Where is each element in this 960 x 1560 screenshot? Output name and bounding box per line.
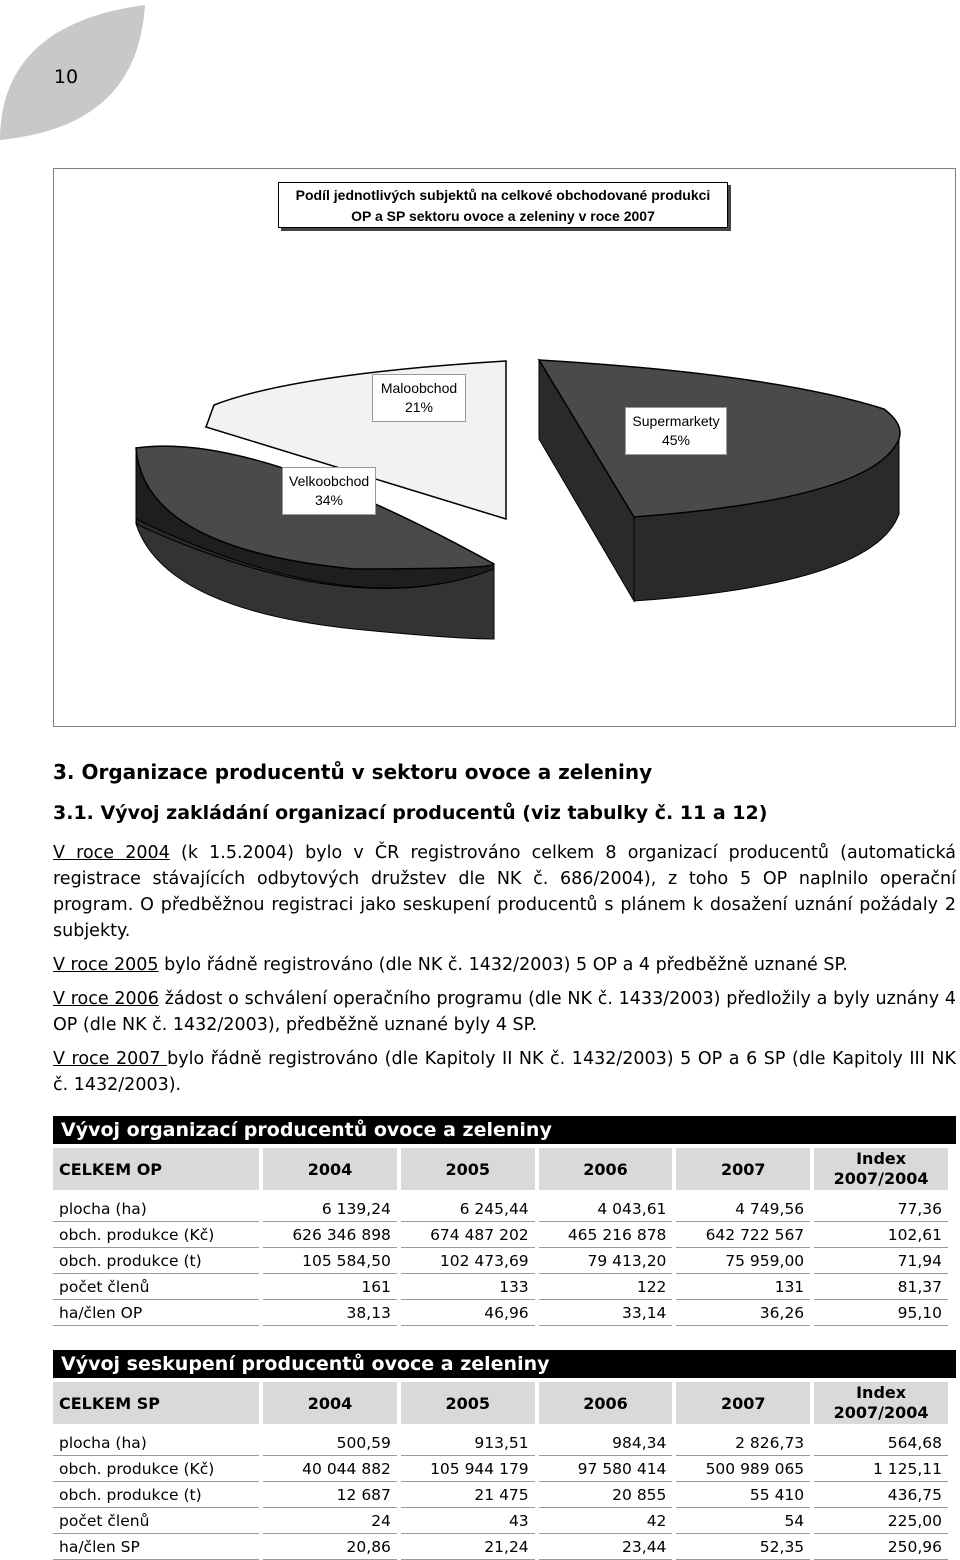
table-cell: 21 475 [401,1482,535,1508]
table-op-header-2004: 2004 [263,1148,397,1190]
table-row [53,1222,948,1248]
paragraph-2007-text: bylo řádně registrováno (dle Kapitoly II NK č. 1432/2003) 5 OP a 6 SP (dle Kapitoly III NK č. 1432/2003). [53,1049,956,1095]
table-op-header-index-line1: Index [856,1149,907,1168]
paragraph-2004-text: (k 1.5.2004) bylo v ČR registrováno celkem 8 organizací producentů (automatická registrace stávajících odbytových družstev dle NK č. 686/2004), z toho 5 OP naplnilo operační program. O předběžnou registraci jako seskupení producentů s plánem k dosažení uznání požádaly 2 subjekty. [53,843,956,941]
table-cell: 23,44 [539,1534,673,1560]
table-cell: počet členů [53,1508,259,1534]
label-velkoobchod-pct: 34% [314,492,344,508]
label-maloobchod [372,374,466,422]
table-op-header-2007: 2007 [676,1148,810,1190]
table-cell: 500,59 [263,1430,397,1456]
table-cell: 2 826,73 [676,1430,810,1456]
table-cell: 21,24 [401,1534,535,1560]
paragraph-2006-text: žádost o schválení operačního programu (dle NK č. 1433/2003) předložily a byly uznány 4 OP (dle NK č. 1432/2003), předběžně uznané byly 4 SP. [53,989,956,1035]
chart-title [278,182,728,228]
table-cell: 20 855 [539,1482,673,1508]
paragraph-2004 [53,840,956,944]
chart-title-line-1: Podíl jednotlivých subjektů na celkové obchodované produkci [295,187,711,203]
table-row [53,1196,948,1222]
section-subheading: 3.1. Vývoj zakládání organizací producentů (viz tabulky č. 11 a 12) [53,802,768,824]
paragraph-2005-text: bylo řádně registrováno (dle NK č. 1432/2003) 5 OP a 4 předběžně uznané SP. [158,955,848,975]
year-2006-link: V roce 2006 [53,989,159,1009]
year-2007-link: V roce 2007 [53,1049,168,1069]
table-cell: 55 410 [676,1482,810,1508]
table-cell: 4 749,56 [676,1196,810,1222]
table-cell: ha/člen SP [53,1534,259,1560]
table-cell: 225,00 [814,1508,948,1534]
table-cell: 81,37 [814,1274,948,1300]
table-cell: 564,68 [814,1430,948,1456]
table-cell: 102,61 [814,1222,948,1248]
table-sp-header-index-line1: Index [856,1383,907,1402]
pie-chart [54,169,955,726]
table-cell: 75 959,00 [676,1248,810,1274]
table-op-header-index-line2: 2007/2004 [833,1169,929,1188]
table-cell: 131 [676,1274,810,1300]
table-cell: 46,96 [401,1300,535,1326]
table-cell: 20,86 [263,1534,397,1560]
table-cell: 642 722 567 [676,1222,810,1248]
table-cell: 465 216 878 [539,1222,673,1248]
table-row [53,1248,948,1274]
table-cell: počet členů [53,1274,259,1300]
table-cell: 12 687 [263,1482,397,1508]
table-cell: 4 043,61 [539,1196,673,1222]
table-row [53,1274,948,1300]
table-cell: 674 487 202 [401,1222,535,1248]
table-op-header-2005: 2005 [401,1148,535,1190]
paragraph-2006 [53,986,956,1038]
table-cell: 77,36 [814,1196,948,1222]
table-row [53,1456,948,1482]
table-cell: 43 [401,1508,535,1534]
paragraph-2005 [53,952,956,978]
table-cell: ha/člen OP [53,1300,259,1326]
table-cell: 102 473,69 [401,1248,535,1274]
table-cell: 71,94 [814,1248,948,1274]
table-row [53,1482,948,1508]
table-cell: 161 [263,1274,397,1300]
paragraph-2007 [53,1046,956,1098]
table-sp-header-2006: 2006 [539,1382,673,1424]
table-cell: 33,14 [539,1300,673,1326]
table-cell: 54 [676,1508,810,1534]
year-2005-link: V roce 2005 [53,955,159,975]
table-row [53,1430,948,1456]
chart-title-line-2: OP a SP sektoru ovoce a zeleniny v roce 2007 [351,208,655,224]
table-cell: 436,75 [814,1482,948,1508]
table-cell: 500 989 065 [676,1456,810,1482]
table-cell: 95,10 [814,1300,948,1326]
table-op [49,1148,952,1326]
table-row [53,1534,948,1560]
table-cell: 42 [539,1508,673,1534]
table-sp [49,1382,952,1560]
table-cell: 40 044 882 [263,1456,397,1482]
year-2004-link: V roce 2004 [53,843,170,863]
pie-chart-frame [53,168,956,727]
table-op-header-index [814,1148,948,1190]
table-cell: 984,34 [539,1430,673,1456]
table-cell: obch. produkce (t) [53,1482,259,1508]
table-cell: obch. produkce (t) [53,1248,259,1274]
table-cell: plocha (ha) [53,1430,259,1456]
table-cell: 250,96 [814,1534,948,1560]
table-row [53,1300,948,1326]
table-cell: 79 413,20 [539,1248,673,1274]
section-heading: 3. Organizace producentů v sektoru ovoce a zeleniny [53,760,653,784]
table-row [53,1508,948,1534]
table-sp-title: Vývoj seskupení producentů ovoce a zeleniny [53,1350,956,1378]
table-cell: 97 580 414 [539,1456,673,1482]
label-maloobchod-name: Maloobchod [380,380,458,396]
table-sp-header-2007: 2007 [676,1382,810,1424]
label-velkoobchod [282,467,376,515]
table-cell: obch. produkce (Kč) [53,1222,259,1248]
label-supermarkety-name: Supermarkety [632,413,720,429]
label-supermarkety-pct: 45% [661,432,691,448]
label-supermarkety [625,407,727,455]
table-op-header-label: CELKEM OP [53,1148,259,1190]
table-sp-header-label: CELKEM SP [53,1382,259,1424]
pie-slice-supermarkety [539,360,900,601]
table-cell: 6 139,24 [263,1196,397,1222]
table-op-title: Vývoj organizací producentů ovoce a zeleniny [53,1116,956,1144]
page-number: 10 [53,66,79,88]
table-cell: 105 584,50 [263,1248,397,1274]
table-sp-header-2004: 2004 [263,1382,397,1424]
table-cell: 36,26 [676,1300,810,1326]
table-cell: 52,35 [676,1534,810,1560]
table-cell: plocha (ha) [53,1196,259,1222]
table-cell: obch. produkce (Kč) [53,1456,259,1482]
label-maloobchod-pct: 21% [404,399,434,415]
table-sp-header-index-line2: 2007/2004 [833,1403,929,1422]
label-velkoobchod-name: Velkoobchod [289,473,370,489]
table-cell: 1 125,11 [814,1456,948,1482]
table-cell: 133 [401,1274,535,1300]
table-cell: 24 [263,1508,397,1534]
table-cell: 105 944 179 [401,1456,535,1482]
table-cell: 122 [539,1274,673,1300]
table-cell: 38,13 [263,1300,397,1326]
table-cell: 626 346 898 [263,1222,397,1248]
table-sp-header-index [814,1382,948,1424]
table-cell: 913,51 [401,1430,535,1456]
table-sp-header-2005: 2005 [401,1382,535,1424]
table-cell: 6 245,44 [401,1196,535,1222]
table-op-header-2006: 2006 [539,1148,673,1190]
